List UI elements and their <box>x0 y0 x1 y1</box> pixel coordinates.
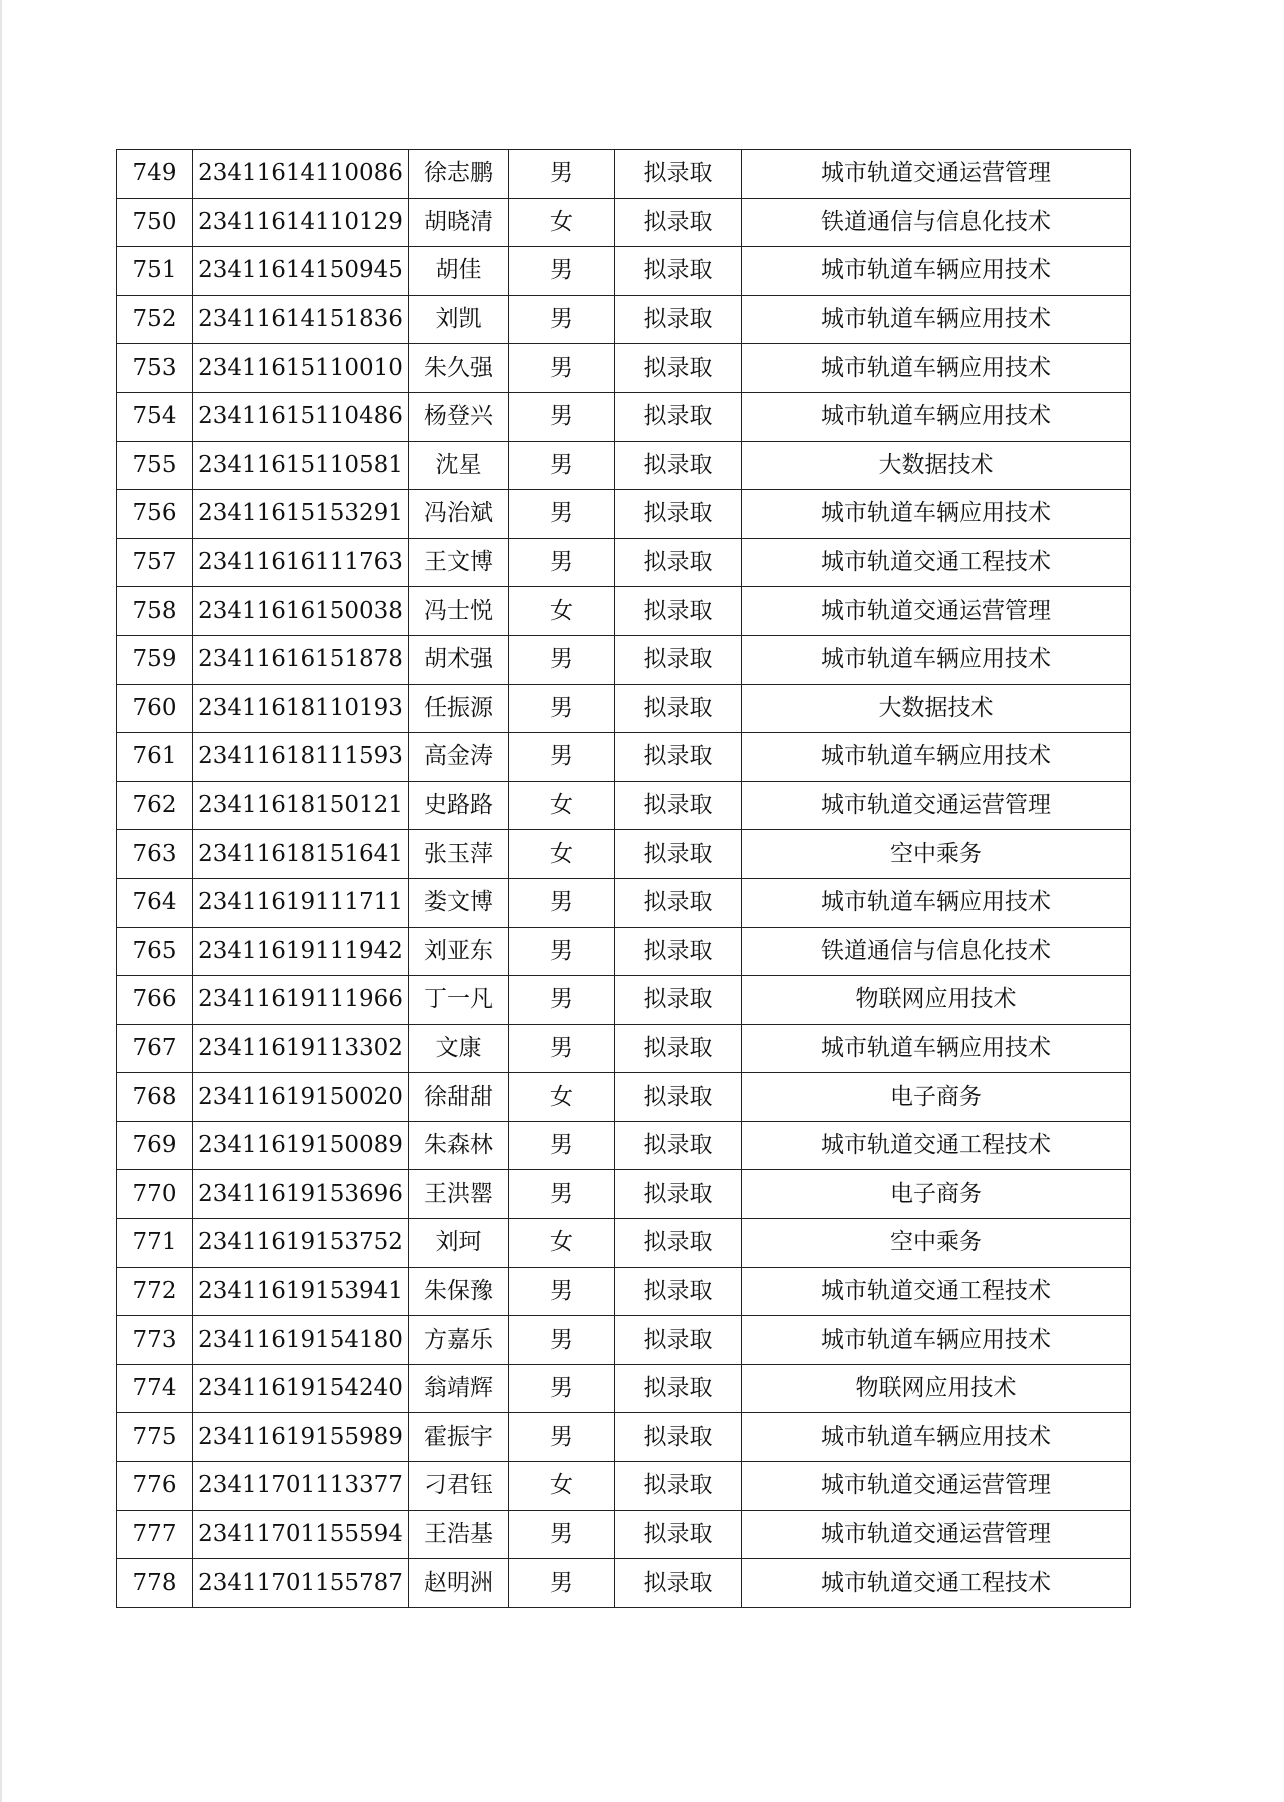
table-row <box>117 295 1131 344</box>
cell-major: 城市轨道车辆应用技术 <box>742 733 1131 782</box>
cell-gender: 男 <box>509 1510 615 1559</box>
table-row <box>117 781 1131 830</box>
cell-candidate-id: 23411619111942 <box>193 927 409 976</box>
cell-admission-status: 拟录取 <box>615 1170 742 1219</box>
cell-major: 城市轨道交通工程技术 <box>742 1267 1131 1316</box>
cell-student-name: 文康 <box>409 1024 509 1073</box>
cell-major: 城市轨道交通工程技术 <box>742 538 1131 587</box>
cell-student-name: 王洪罂 <box>409 1170 509 1219</box>
cell-seq-number: 751 <box>117 247 193 296</box>
cell-student-name: 刘亚东 <box>409 927 509 976</box>
cell-major: 电子商务 <box>742 1170 1131 1219</box>
table-row <box>117 830 1131 879</box>
cell-student-name: 胡佳 <box>409 247 509 296</box>
cell-gender: 男 <box>509 976 615 1025</box>
cell-candidate-id: 23411615110486 <box>193 392 409 441</box>
cell-admission-status: 拟录取 <box>615 1559 742 1608</box>
cell-gender: 男 <box>509 1267 615 1316</box>
table-row <box>117 1559 1131 1608</box>
cell-gender: 男 <box>509 490 615 539</box>
page-edge-shadow <box>0 0 2 1802</box>
cell-admission-status: 拟录取 <box>615 392 742 441</box>
cell-major: 城市轨道车辆应用技术 <box>742 878 1131 927</box>
cell-admission-status: 拟录取 <box>615 781 742 830</box>
cell-seq-number: 769 <box>117 1121 193 1170</box>
cell-seq-number: 765 <box>117 927 193 976</box>
cell-candidate-id: 23411616111763 <box>193 538 409 587</box>
cell-major: 城市轨道车辆应用技术 <box>742 344 1131 393</box>
cell-candidate-id: 23411615153291 <box>193 490 409 539</box>
cell-seq-number: 777 <box>117 1510 193 1559</box>
table-row <box>117 1170 1131 1219</box>
cell-candidate-id: 23411618111593 <box>193 733 409 782</box>
cell-gender: 男 <box>509 392 615 441</box>
cell-gender: 男 <box>509 635 615 684</box>
table-row <box>117 976 1131 1025</box>
table-row <box>117 927 1131 976</box>
cell-candidate-id: 23411619153696 <box>193 1170 409 1219</box>
cell-major: 城市轨道交通工程技术 <box>742 1559 1131 1608</box>
cell-candidate-id: 23411616150038 <box>193 587 409 636</box>
cell-gender: 女 <box>509 1219 615 1268</box>
cell-candidate-id: 23411619155989 <box>193 1413 409 1462</box>
cell-admission-status: 拟录取 <box>615 1073 742 1122</box>
cell-gender: 男 <box>509 441 615 490</box>
cell-major: 空中乘务 <box>742 830 1131 879</box>
cell-candidate-id: 23411619150020 <box>193 1073 409 1122</box>
cell-seq-number: 756 <box>117 490 193 539</box>
cell-seq-number: 778 <box>117 1559 193 1608</box>
cell-seq-number: 754 <box>117 392 193 441</box>
cell-admission-status: 拟录取 <box>615 1364 742 1413</box>
cell-admission-status: 拟录取 <box>615 295 742 344</box>
cell-admission-status: 拟录取 <box>615 538 742 587</box>
cell-student-name: 沈星 <box>409 441 509 490</box>
cell-major: 铁道通信与信息化技术 <box>742 198 1131 247</box>
cell-gender: 男 <box>509 1413 615 1462</box>
cell-candidate-id: 23411619154180 <box>193 1316 409 1365</box>
cell-gender: 男 <box>509 150 615 199</box>
cell-student-name: 冯治斌 <box>409 490 509 539</box>
cell-candidate-id: 23411615110010 <box>193 344 409 393</box>
cell-admission-status: 拟录取 <box>615 198 742 247</box>
cell-student-name: 张玉萍 <box>409 830 509 879</box>
cell-candidate-id: 23411619111711 <box>193 878 409 927</box>
cell-seq-number: 768 <box>117 1073 193 1122</box>
cell-student-name: 娄文博 <box>409 878 509 927</box>
table-row <box>117 1267 1131 1316</box>
cell-student-name: 霍振宇 <box>409 1413 509 1462</box>
cell-gender: 男 <box>509 1170 615 1219</box>
table-row <box>117 344 1131 393</box>
cell-gender: 男 <box>509 538 615 587</box>
cell-admission-status: 拟录取 <box>615 587 742 636</box>
cell-student-name: 翁靖辉 <box>409 1364 509 1413</box>
cell-gender: 男 <box>509 344 615 393</box>
table-row <box>117 490 1131 539</box>
cell-major: 电子商务 <box>742 1073 1131 1122</box>
cell-admission-status: 拟录取 <box>615 733 742 782</box>
cell-candidate-id: 23411616151878 <box>193 635 409 684</box>
cell-major: 城市轨道交通运营管理 <box>742 1510 1131 1559</box>
cell-candidate-id: 23411614151836 <box>193 295 409 344</box>
cell-seq-number: 762 <box>117 781 193 830</box>
cell-seq-number: 752 <box>117 295 193 344</box>
cell-gender: 女 <box>509 1462 615 1511</box>
cell-student-name: 高金涛 <box>409 733 509 782</box>
cell-admission-status: 拟录取 <box>615 878 742 927</box>
cell-major: 城市轨道交通运营管理 <box>742 587 1131 636</box>
cell-major: 城市轨道交通工程技术 <box>742 1121 1131 1170</box>
cell-student-name: 杨登兴 <box>409 392 509 441</box>
cell-gender: 男 <box>509 927 615 976</box>
table-row <box>117 441 1131 490</box>
table-row <box>117 198 1131 247</box>
cell-admission-status: 拟录取 <box>615 1413 742 1462</box>
cell-gender: 女 <box>509 1073 615 1122</box>
cell-major: 城市轨道车辆应用技术 <box>742 1316 1131 1365</box>
cell-candidate-id: 23411701155787 <box>193 1559 409 1608</box>
table-row <box>117 1510 1131 1559</box>
cell-admission-status: 拟录取 <box>615 927 742 976</box>
cell-gender: 女 <box>509 781 615 830</box>
cell-gender: 男 <box>509 878 615 927</box>
cell-major: 城市轨道车辆应用技术 <box>742 392 1131 441</box>
cell-major: 大数据技术 <box>742 684 1131 733</box>
cell-candidate-id: 23411619153941 <box>193 1267 409 1316</box>
cell-gender: 男 <box>509 1316 615 1365</box>
cell-candidate-id: 23411619153752 <box>193 1219 409 1268</box>
table-row <box>117 635 1131 684</box>
cell-admission-status: 拟录取 <box>615 684 742 733</box>
roster-table-body <box>117 150 1131 1608</box>
cell-candidate-id: 23411618150121 <box>193 781 409 830</box>
cell-seq-number: 760 <box>117 684 193 733</box>
table-row <box>117 1364 1131 1413</box>
table-row <box>117 150 1131 199</box>
cell-admission-status: 拟录取 <box>615 150 742 199</box>
cell-major: 城市轨道车辆应用技术 <box>742 490 1131 539</box>
cell-student-name: 刁君钰 <box>409 1462 509 1511</box>
cell-gender: 男 <box>509 1121 615 1170</box>
cell-major: 物联网应用技术 <box>742 1364 1131 1413</box>
cell-candidate-id: 23411614110086 <box>193 150 409 199</box>
cell-major: 城市轨道交通运营管理 <box>742 781 1131 830</box>
cell-major: 城市轨道车辆应用技术 <box>742 635 1131 684</box>
cell-candidate-id: 23411618151641 <box>193 830 409 879</box>
cell-major: 铁道通信与信息化技术 <box>742 927 1131 976</box>
cell-candidate-id: 23411701113377 <box>193 1462 409 1511</box>
cell-seq-number: 763 <box>117 830 193 879</box>
cell-student-name: 王浩基 <box>409 1510 509 1559</box>
cell-gender: 女 <box>509 830 615 879</box>
cell-seq-number: 757 <box>117 538 193 587</box>
cell-admission-status: 拟录取 <box>615 1219 742 1268</box>
table-row <box>117 538 1131 587</box>
cell-major: 城市轨道车辆应用技术 <box>742 1024 1131 1073</box>
cell-admission-status: 拟录取 <box>615 976 742 1025</box>
cell-candidate-id: 23411614150945 <box>193 247 409 296</box>
cell-seq-number: 776 <box>117 1462 193 1511</box>
cell-student-name: 胡晓清 <box>409 198 509 247</box>
cell-student-name: 赵明洲 <box>409 1559 509 1608</box>
cell-major: 城市轨道车辆应用技术 <box>742 295 1131 344</box>
table-row <box>117 392 1131 441</box>
cell-gender: 女 <box>509 198 615 247</box>
cell-major: 物联网应用技术 <box>742 976 1131 1025</box>
cell-seq-number: 767 <box>117 1024 193 1073</box>
cell-student-name: 刘凯 <box>409 295 509 344</box>
cell-student-name: 徐甜甜 <box>409 1073 509 1122</box>
cell-student-name: 丁一凡 <box>409 976 509 1025</box>
cell-major: 城市轨道交通运营管理 <box>742 150 1131 199</box>
cell-seq-number: 764 <box>117 878 193 927</box>
table-row <box>117 1219 1131 1268</box>
cell-candidate-id: 23411619154240 <box>193 1364 409 1413</box>
cell-gender: 男 <box>509 295 615 344</box>
cell-admission-status: 拟录取 <box>615 247 742 296</box>
table-row <box>117 1462 1131 1511</box>
cell-seq-number: 758 <box>117 587 193 636</box>
cell-gender: 男 <box>509 247 615 296</box>
cell-admission-status: 拟录取 <box>615 1267 742 1316</box>
table-row <box>117 1024 1131 1073</box>
cell-major: 城市轨道交通运营管理 <box>742 1462 1131 1511</box>
cell-admission-status: 拟录取 <box>615 1316 742 1365</box>
cell-seq-number: 772 <box>117 1267 193 1316</box>
cell-gender: 男 <box>509 1024 615 1073</box>
table-row <box>117 587 1131 636</box>
table-row <box>117 733 1131 782</box>
cell-seq-number: 775 <box>117 1413 193 1462</box>
cell-student-name: 朱久强 <box>409 344 509 393</box>
cell-seq-number: 753 <box>117 344 193 393</box>
cell-candidate-id: 23411615110581 <box>193 441 409 490</box>
cell-student-name: 胡术强 <box>409 635 509 684</box>
cell-admission-status: 拟录取 <box>615 490 742 539</box>
admission-roster-table <box>116 149 1131 1608</box>
table-row <box>117 247 1131 296</box>
cell-candidate-id: 23411701155594 <box>193 1510 409 1559</box>
cell-student-name: 徐志鹏 <box>409 150 509 199</box>
cell-admission-status: 拟录取 <box>615 1024 742 1073</box>
cell-candidate-id: 23411619113302 <box>193 1024 409 1073</box>
cell-student-name: 朱保豫 <box>409 1267 509 1316</box>
cell-seq-number: 773 <box>117 1316 193 1365</box>
table-row <box>117 1316 1131 1365</box>
cell-admission-status: 拟录取 <box>615 830 742 879</box>
cell-major: 空中乘务 <box>742 1219 1131 1268</box>
cell-admission-status: 拟录取 <box>615 1462 742 1511</box>
cell-seq-number: 770 <box>117 1170 193 1219</box>
cell-admission-status: 拟录取 <box>615 1510 742 1559</box>
cell-gender: 男 <box>509 1559 615 1608</box>
cell-seq-number: 759 <box>117 635 193 684</box>
table-row <box>117 1413 1131 1462</box>
cell-seq-number: 766 <box>117 976 193 1025</box>
cell-student-name: 任振源 <box>409 684 509 733</box>
cell-candidate-id: 23411618110193 <box>193 684 409 733</box>
cell-gender: 男 <box>509 733 615 782</box>
cell-major: 大数据技术 <box>742 441 1131 490</box>
cell-seq-number: 750 <box>117 198 193 247</box>
cell-gender: 男 <box>509 1364 615 1413</box>
table-row <box>117 1073 1131 1122</box>
cell-seq-number: 774 <box>117 1364 193 1413</box>
cell-gender: 男 <box>509 684 615 733</box>
cell-seq-number: 771 <box>117 1219 193 1268</box>
cell-student-name: 朱森林 <box>409 1121 509 1170</box>
cell-admission-status: 拟录取 <box>615 635 742 684</box>
table-row <box>117 684 1131 733</box>
cell-student-name: 史路路 <box>409 781 509 830</box>
cell-candidate-id: 23411614110129 <box>193 198 409 247</box>
cell-gender: 女 <box>509 587 615 636</box>
cell-admission-status: 拟录取 <box>615 1121 742 1170</box>
cell-candidate-id: 23411619150089 <box>193 1121 409 1170</box>
cell-major: 城市轨道车辆应用技术 <box>742 1413 1131 1462</box>
cell-major: 城市轨道车辆应用技术 <box>742 247 1131 296</box>
cell-student-name: 方嘉乐 <box>409 1316 509 1365</box>
cell-seq-number: 749 <box>117 150 193 199</box>
cell-student-name: 冯士悦 <box>409 587 509 636</box>
table-row <box>117 1121 1131 1170</box>
table-row <box>117 878 1131 927</box>
cell-admission-status: 拟录取 <box>615 344 742 393</box>
cell-seq-number: 761 <box>117 733 193 782</box>
cell-candidate-id: 23411619111966 <box>193 976 409 1025</box>
cell-student-name: 王文博 <box>409 538 509 587</box>
cell-student-name: 刘珂 <box>409 1219 509 1268</box>
cell-admission-status: 拟录取 <box>615 441 742 490</box>
cell-seq-number: 755 <box>117 441 193 490</box>
